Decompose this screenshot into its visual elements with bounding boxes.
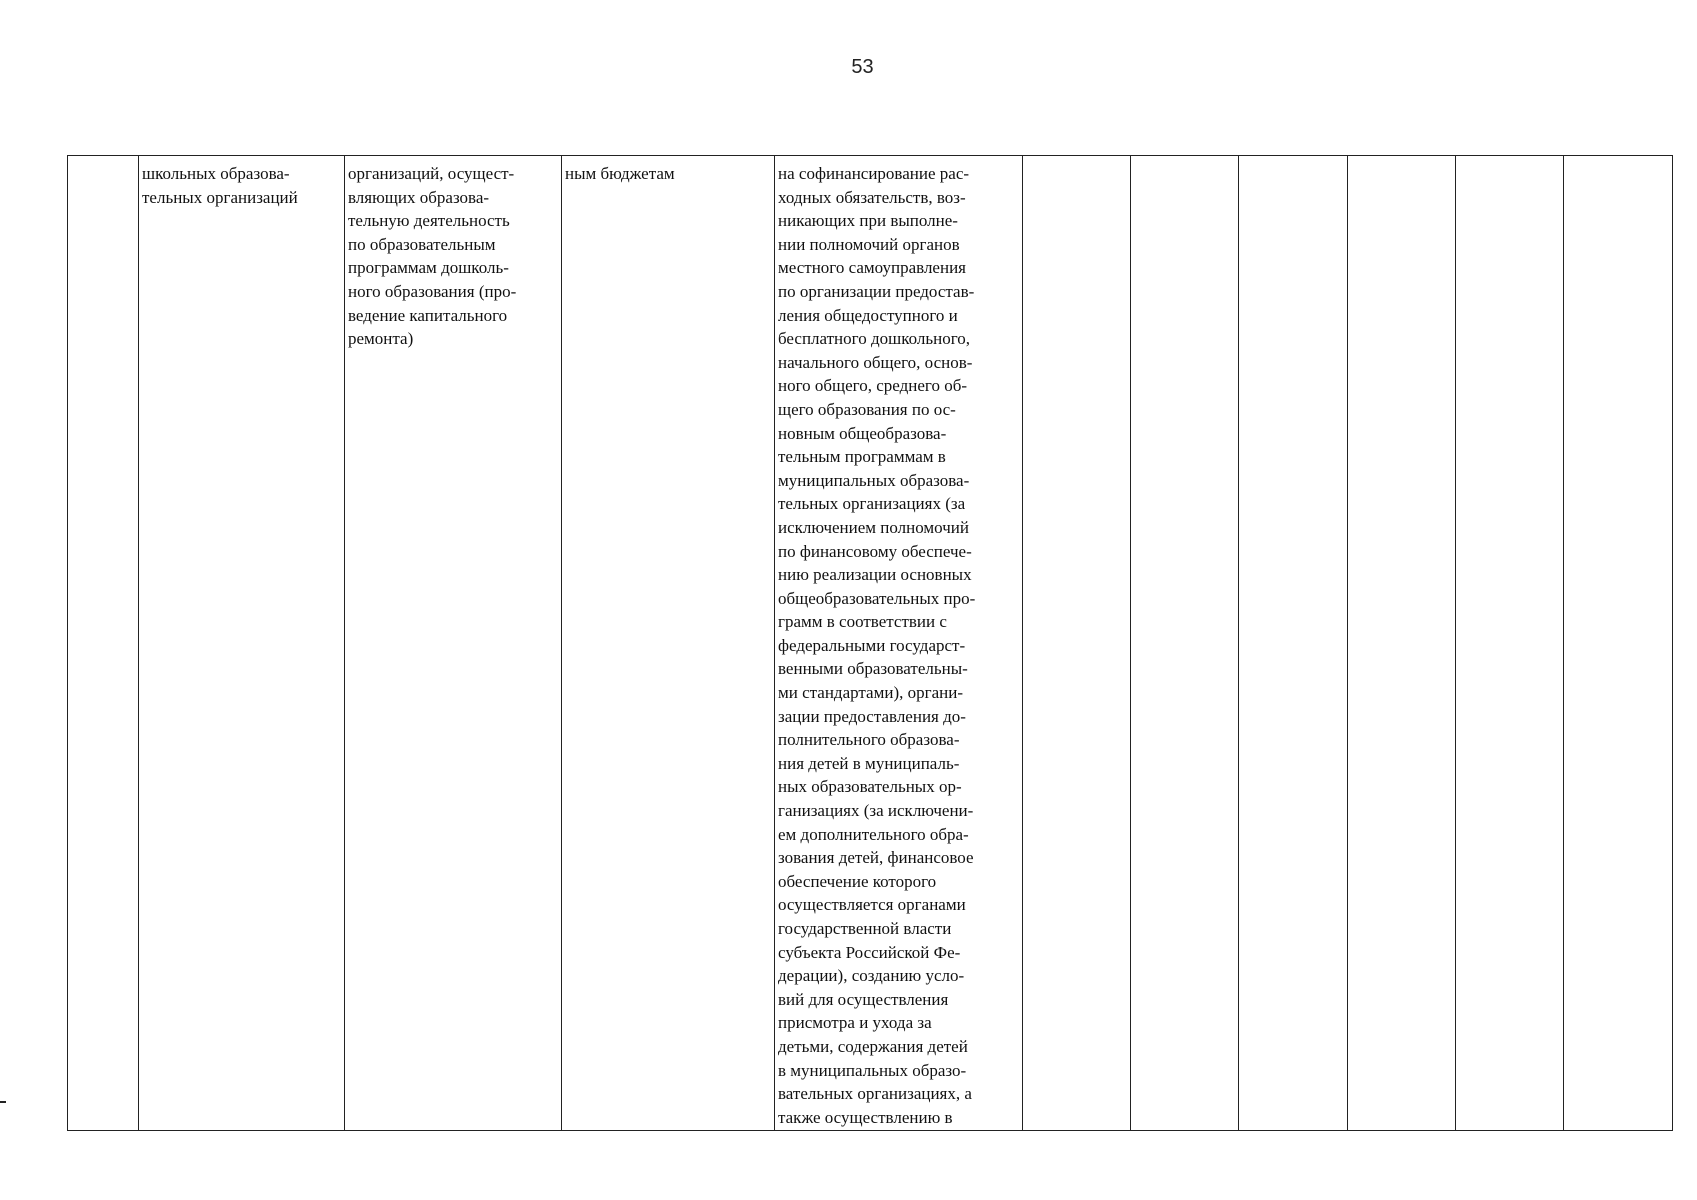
table-cell-8: [1239, 156, 1348, 1131]
table-cell-6: [1023, 156, 1131, 1131]
table-cell-10: [1456, 156, 1564, 1131]
table-cell-11: [1564, 156, 1673, 1131]
page-number: 53: [851, 56, 874, 78]
table-cell-4: ным бюджетам: [562, 156, 775, 1131]
table-row: [68, 156, 1673, 1131]
table-cell-7: [1131, 156, 1239, 1131]
table-cell-3: организаций, осущест- вляющих образова- тельную деятельность по образовательным программам дошколь- ного образования (про- ведение капитального ремонта): [345, 156, 562, 1131]
budget-table: [67, 155, 1673, 1131]
table-cell-2: школьных образова- тельных организаций: [139, 156, 345, 1131]
table-cell-5: на софинансирование рас- ходных обязательств, воз- никающих при выполне- нии полномочий органов местного самоуправления по организации предостав- ления общедоступного и бесплатного дошкольного, начального общего, основ- ного общего, среднего об- щего образования по ос- новным общеобразова- тельным программам в муниципальных образова- тельных организациях (за исключением полномочий по финансовому обеспече- нию реализации основных общеобразовательных про- грамм в соответствии с федеральными государст- венными образовательны- ми стандартами), органи- зации предоставления до- полнительного образова- ния детей в муниципаль- ных образовательных ор- ганизациях (за исключени- ем дополнительного обра- зования детей, финансовое обеспечение которого осуществляется органами государственной власти субъекта Российской Фе- дерации), созданию усло- вий для осуществления присмотра и ухода за детьми, содержания детей в муниципальных образо- вательных организациях, а также осуществлению в: [775, 156, 1023, 1131]
table-cell-9: [1348, 156, 1456, 1131]
edge-mark: [0, 1101, 6, 1103]
table-cell-1: [68, 156, 139, 1131]
